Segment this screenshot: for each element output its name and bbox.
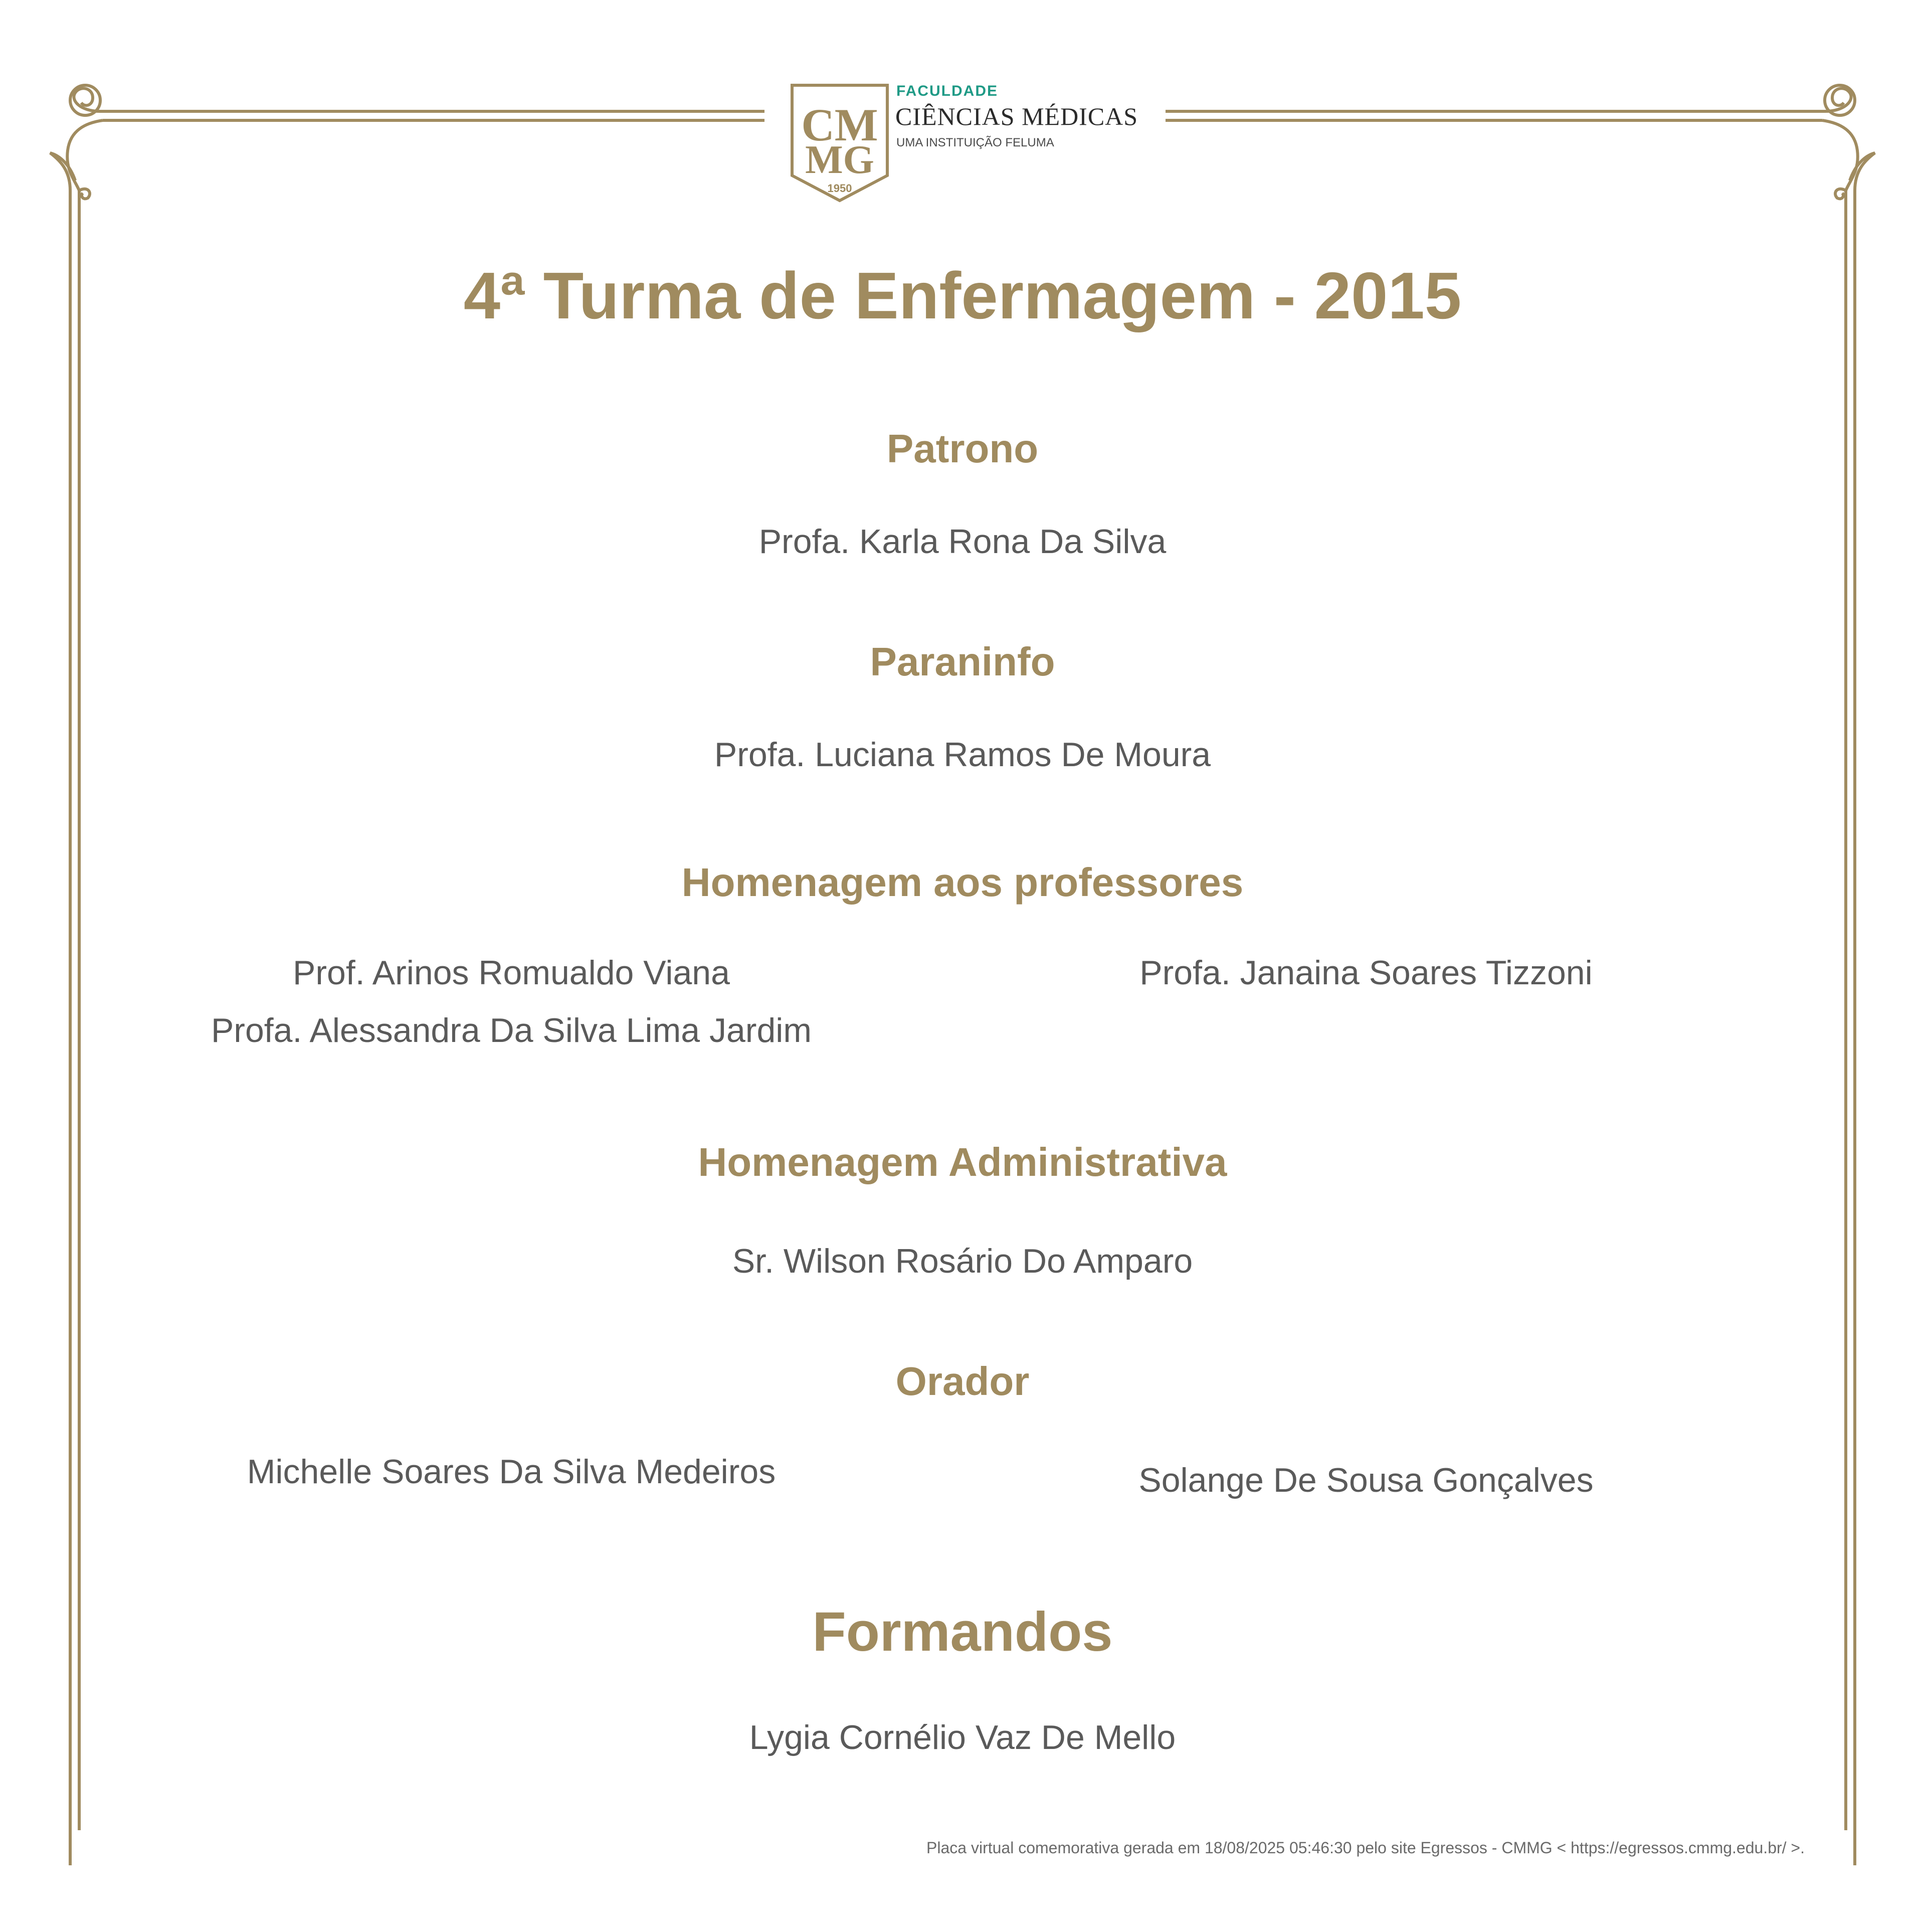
homenagem-professores-heading: Homenagem aos professores (681, 860, 1244, 905)
logo-monogram-top: CM (801, 99, 878, 150)
orador-name: Solange De Sousa Gonçalves (1138, 1461, 1594, 1499)
formandos-heading: Formandos (812, 1601, 1113, 1663)
logo-faculdade: FACULDADE (896, 83, 998, 99)
patrono-heading: Patrono (886, 426, 1039, 471)
logo-name: CIÊNCIAS MÉDICAS (895, 102, 1138, 130)
homenagem-administrativa-heading: Homenagem Administrativa (698, 1140, 1227, 1184)
professor-name: Profa. Janaina Soares Tizzoni (1139, 954, 1593, 992)
orador-name: Michelle Soares Da Silva Medeiros (247, 1453, 776, 1491)
logo-year: 1950 (827, 182, 852, 195)
logo-subtitle: UMA INSTITUIÇÃO FELUMA (896, 136, 1054, 149)
cmmg-shield-icon (787, 83, 892, 203)
formando-name: Lygia Cornélio Vaz De Mello (749, 1718, 1176, 1757)
paraninfo-heading: Paraninfo (870, 639, 1055, 684)
homenagem-administrativa-name: Sr. Wilson Rosário Do Amparo (732, 1242, 1193, 1280)
paraninfo-name: Profa. Luciana Ramos De Moura (714, 736, 1211, 774)
orador-heading: Orador (895, 1359, 1030, 1403)
professor-name: Prof. Arinos Romualdo Viana (293, 954, 730, 992)
patrono-name: Profa. Karla Rona Da Silva (758, 522, 1167, 561)
page-title: 4ª Turma de Enfermagem - 2015 (463, 259, 1462, 332)
footer-note: Placa virtual comemorativa gerada em 18/08/2025 05:46:30 pelo site Egressos - CMMG < https://egressos.cmmg.edu.br/ >. (926, 1839, 1805, 1857)
institution-logo (787, 83, 1148, 203)
logo-monogram-bottom: MG (805, 138, 874, 182)
professor-name: Profa. Alessandra Da Silva Lima Jardim (211, 1011, 812, 1049)
